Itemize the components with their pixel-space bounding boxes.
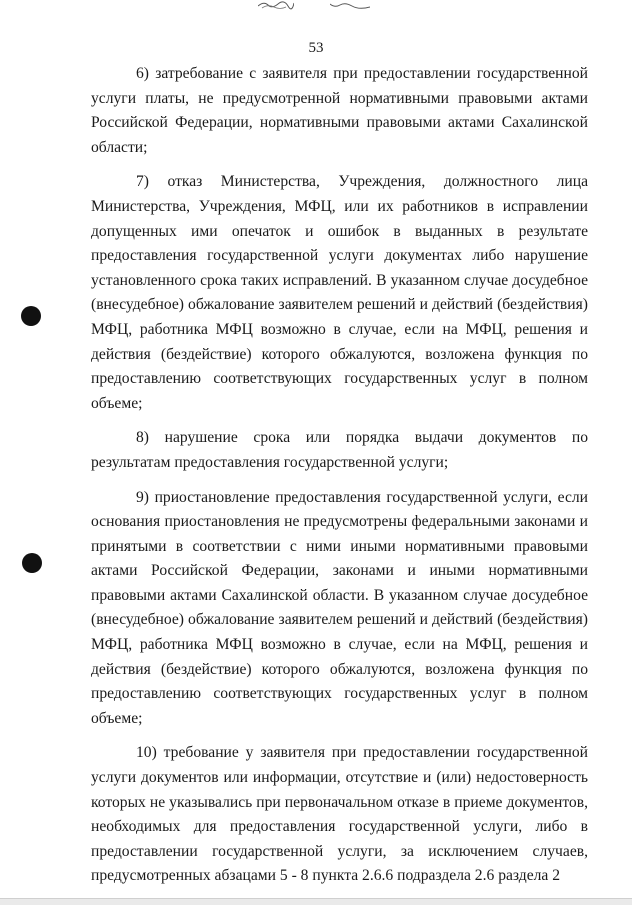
scan-bottom-edge <box>0 898 632 905</box>
list-item-10: 10) требование у заявителя при предоставлении государственной услуги документов или информации, отсутствие и (или) недостоверность которых не указывались при первоначальном отказе в приеме документов, необходимых для предоставления государственной услуги, либо в предоставлении государственной услуги, за исключением случаев, предусмотренных абзацами 5 - 8 пункта 2.6.6 подраздела 2.6 раздела 2 <box>91 744 588 885</box>
punch-hole <box>21 306 41 326</box>
list-item-8: 8) нарушение срока или порядка выдачи документов по результатам предоставления государственной услуги; <box>91 429 588 471</box>
scan-artifact <box>258 0 294 10</box>
document-body <box>91 62 588 889</box>
punch-hole <box>22 553 42 573</box>
list-item-7: 7) отказ Министерства, Учреждения, должностного лица Министерства, Учреждения, МФЦ, или их работников в исправлении допущенных ими опечаток и ошибок в выданных в результате предоставления государственной услуги документах либо нарушение установленного срока таких исправлений. В указанном случае досудебное (внесудебное) обжалование заявителем решений и действий (бездействия) МФЦ, работника МФЦ возможно в случае, если на МФЦ, решения и действия (бездействие) которого обжалуются, возложена функция по предоставлению соответствующих государственных услуг в полном объеме; <box>91 173 588 412</box>
list-item-6: 6) затребование с заявителя при предоставлении государственной услуги платы, не предусмотренной нормативными правовыми актами Российской Федерации, нормативными правовыми актами Сахалинской области; <box>91 65 588 156</box>
list-item-9: 9) приостановление предоставления государственной услуги, если основания приостановления не предусмотрены федеральными законами и принятыми в соответствии с ними иными нормативными правовыми актами Российской Федерации, законами и иными нормативными правовыми актами Сахалинской области. В указанном случае досудебное (внесудебное) обжалование заявителем решений и действий (бездействия) МФЦ, работника МФЦ возможно в случае, если на МФЦ, решения и действия (бездействие) которого обжалуются, возложена функция по предоставлению соответствующих государственных услуг в полном объеме; <box>91 488 588 727</box>
scan-artifact <box>330 0 370 10</box>
page-number: 53 <box>308 40 324 56</box>
